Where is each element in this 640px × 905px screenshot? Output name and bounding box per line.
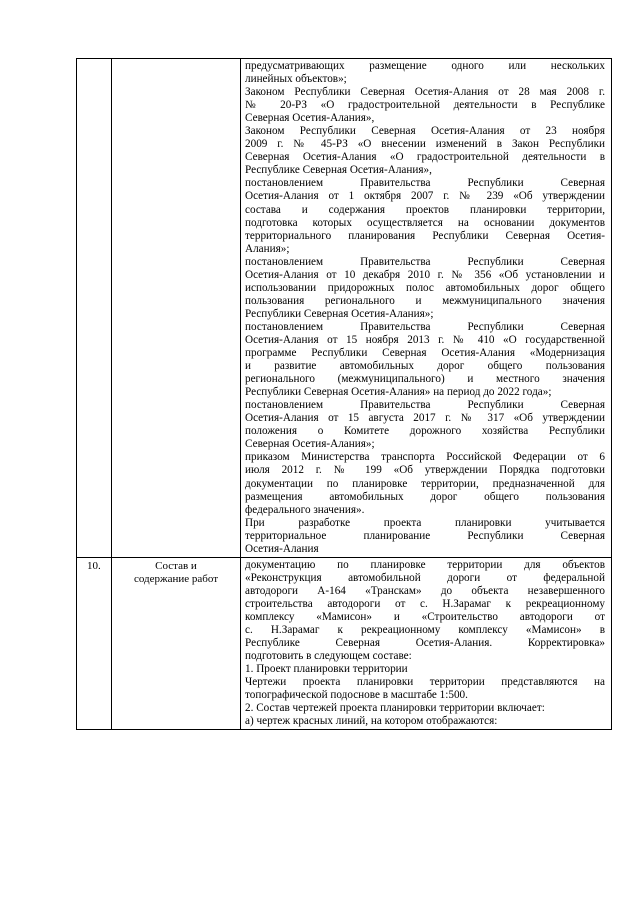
text-line: а) чертеж красных линий, на котором отображаются: — [245, 715, 498, 728]
text-line: При разработке проекта планировки учитывается — [245, 516, 605, 529]
text-line: № 20-РЗ «О градостроительной деятельности в Республике — [245, 99, 605, 112]
text-line: с. Н.Зарамаг к рекреационному комплексу «Мамисон» в — [245, 624, 605, 637]
text-line: программе Республики Северная Осетия-Алания «Модернизация — [245, 347, 605, 360]
text-line: 1. Проект планировки территории — [245, 663, 408, 676]
text-line: пользования регионального и межмуниципального значения — [245, 294, 605, 307]
text-line: строительства автодороги от с. Н.Зарамаг к рекреационному — [245, 597, 605, 610]
text-line: территориальное планирование Республики Северная — [245, 529, 605, 542]
row-number: 10. — [87, 559, 101, 572]
row-name-line: содержание работ — [133, 572, 219, 585]
row-description-cell — [241, 557, 612, 730]
text-line: документации по планировке территории, предназначенной для — [245, 477, 605, 490]
text-line: федерального значения». — [245, 503, 365, 516]
row-number-cell — [77, 59, 112, 558]
row-name-cell — [112, 557, 241, 730]
text-line: территориального планирования Республики Северная Осетия- — [245, 229, 605, 242]
text-line: линейных объектов»; — [245, 73, 347, 86]
text-line: 2. Состав чертежей проекта планировки территории включает: — [245, 702, 545, 715]
text-line: использовании придорожных полос автомобильных дорог общего — [245, 281, 605, 294]
text-line: Осетия-Алания от 15 августа 2017 г. № 317 «Об утверждении — [245, 412, 605, 425]
text-line: комплексу «Мамисон» и «Строительство автодороги от — [245, 610, 605, 623]
text-line: постановлением Правительства Республики Северная — [245, 399, 605, 412]
text-line: Северная Осетия-Алания «О градостроительной деятельности в — [245, 151, 605, 164]
text-line: подготовка которых осуществляется на основании документов — [245, 216, 605, 229]
text-line: подготовить в следующем составе: — [245, 650, 412, 663]
text-line: Осетия-Алания от 1 октября 2007 г. № 239 «Об утверждении — [245, 190, 605, 203]
table-row-continued — [77, 59, 612, 558]
text-line: Республике Северная Осетия-Алания. Корректировка» — [245, 637, 605, 650]
table-row-10 — [77, 557, 612, 730]
row-name — [112, 558, 240, 586]
text-line: Законом Республики Северная Осетия-Алания от 28 мая 2008 г. — [245, 86, 605, 99]
text-line: документацию по планировке территории для объектов — [245, 558, 605, 571]
text-line: Осетия-Алания от 15 ноября 2013 г. № 410 «О государственной — [245, 333, 605, 346]
row-description-cell — [241, 59, 612, 558]
text-line: регионального (межмуниципального) и местного значения — [245, 373, 605, 386]
text-line: Северная Осетия-Алания»; — [245, 438, 375, 451]
text-line: и развитие автомобильных дорог общего пользования — [245, 360, 605, 373]
text-line: предусматривающих размещение одного или нескольких — [245, 60, 605, 72]
text-line: положения о Комитете дорожного хозяйства Республики — [245, 425, 605, 438]
row-number — [77, 59, 111, 61]
row-number-cell — [77, 557, 112, 730]
text-line: июля 2012 г. № 199 «Об утверждении Порядка подготовки — [245, 464, 605, 477]
row-name-cell — [112, 59, 241, 558]
text-line: приказом Министерства транспорта Российской Федерации от 6 — [245, 451, 605, 464]
text-line: Осетия-Алания — [245, 542, 319, 555]
text-line: 2009 г. № 45-РЗ «О внесении изменений в Закон Республики — [245, 138, 605, 151]
text-line: Республики Северная Осетия-Алания» на период до 2022 года»; — [245, 386, 552, 399]
text-line: Алания»; — [245, 242, 290, 255]
text-line: Республике Северная Осетия-Алания», — [245, 164, 432, 177]
text-line: Законом Республики Северная Осетия-Алания от 23 ноября — [245, 125, 605, 138]
text-line: Чертежи проекта планировки территории представляются на — [245, 676, 605, 689]
text-line: «Реконструкция автомобильной дороги от федеральной — [245, 571, 605, 584]
text-line: размещения автомобильных дорог общего пользования — [245, 490, 605, 503]
text-line: постановлением Правительства Республики Северная — [245, 255, 605, 268]
text-line: Северная Осетия-Алания», — [245, 112, 375, 125]
text-line: Осетия-Алания от 10 декабря 2010 г. № 356 «Об установлении и — [245, 268, 605, 281]
text-line: Республики Северная Осетия-Алания»; — [245, 307, 434, 320]
text-line: топографической подоснове в масштабе 1:500. — [245, 689, 468, 702]
row-description — [241, 59, 611, 557]
text-line: состава и содержания проектов планировки территории, — [245, 203, 605, 216]
text-line: постановлением Правительства Республики Северная — [245, 320, 605, 333]
requirements-table — [76, 58, 612, 730]
text-line: автодороги А-164 «Транскам» до объекта незавершенного — [245, 584, 605, 597]
text-line: постановлением Правительства Республики Северная — [245, 177, 605, 190]
row-name-line: Состав и — [155, 559, 197, 572]
row-description — [241, 558, 611, 730]
row-name — [112, 59, 240, 61]
